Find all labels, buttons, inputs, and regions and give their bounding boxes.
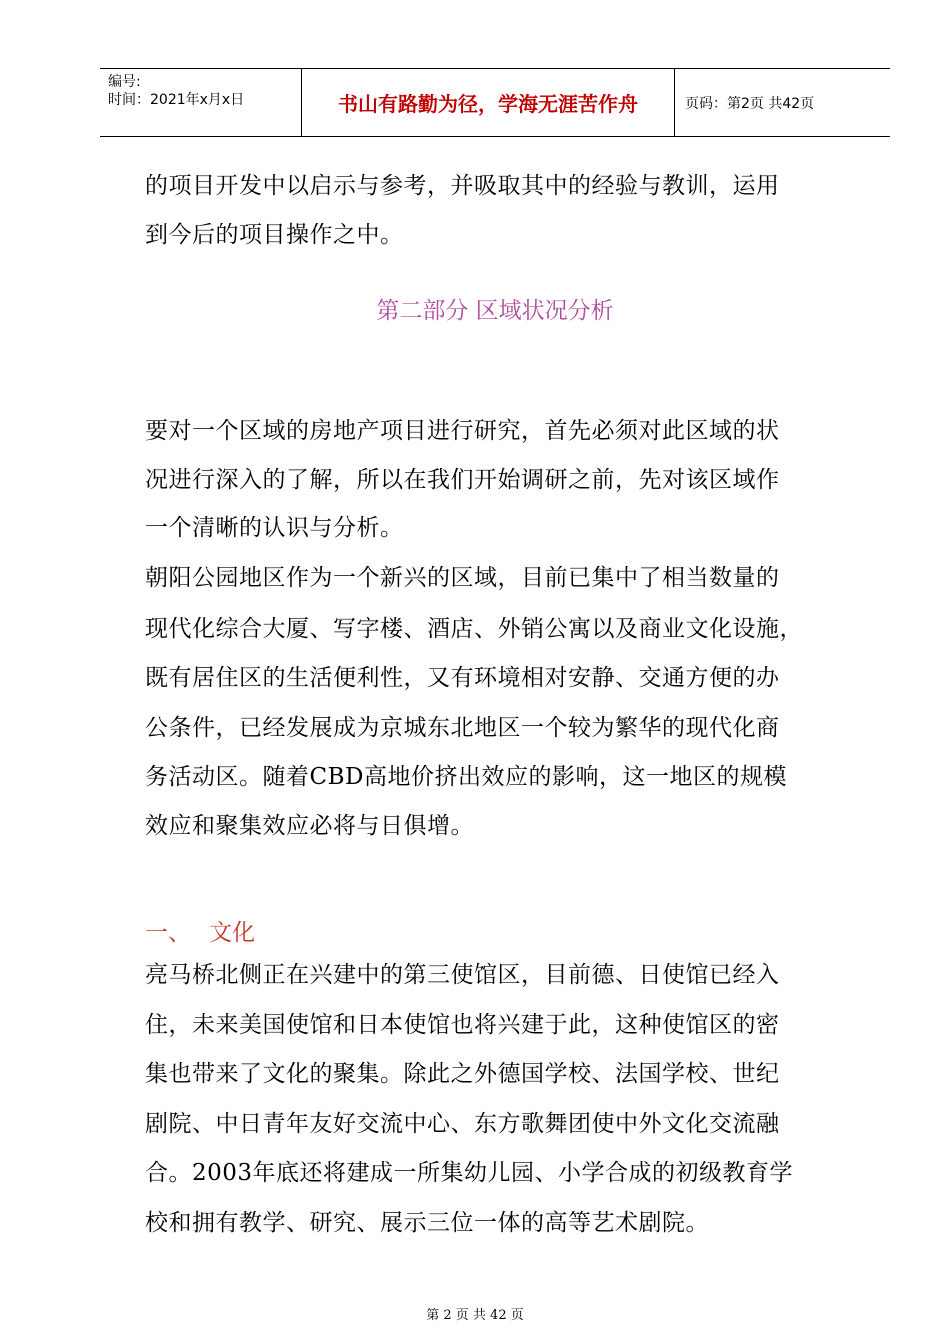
body-line: 既有居住区的生活便利性，又有环境相对安静、交通方便的办 bbox=[145, 665, 780, 691]
body-line: 要对一个区域的房地产项目进行研究，首先必须对此区域的状 bbox=[145, 418, 780, 444]
page-footer: 第 2 页 共 42 页 bbox=[426, 1308, 524, 1323]
header-motto-cell bbox=[302, 69, 675, 136]
body-line: 的项目开发中以启示与参考，并吸取其中的经验与教训，运用 bbox=[145, 173, 780, 199]
section-heading bbox=[145, 914, 255, 947]
section-heading-text: 文化 bbox=[209, 920, 255, 946]
body-line: 剧院、中日青年友好交流中心、东方歌舞团使中外文化交流融 bbox=[145, 1111, 780, 1137]
section-heading-number: 一、 bbox=[145, 920, 191, 946]
section-title: 第二部分 区域状况分析 bbox=[376, 298, 614, 324]
header-meta-cell bbox=[100, 69, 302, 136]
body-line: 校和拥有教学、研究、展示三位一体的高等艺术剧院。 bbox=[145, 1210, 709, 1236]
body-line: 亮马桥北侧正在兴建中的第三使馆区，目前德、日使馆已经入 bbox=[145, 962, 780, 988]
header-motto: 书山有路勤为径，学海无涯苦作舟 bbox=[338, 92, 638, 116]
body-line: 公条件，已经发展成为京城东北地区一个较为繁华的现代化商 bbox=[145, 715, 780, 741]
body-line: 现代化综合大厦、写字楼、酒店、外销公寓以及商业文化设施， bbox=[145, 616, 803, 642]
body-line: 况进行深入的了解，所以在我们开始调研之前，先对该区域作 bbox=[145, 467, 780, 493]
body-line: 效应和聚集效应必将与日俱增。 bbox=[145, 813, 474, 839]
body-line: 朝阳公园地区作为一个新兴的区域，目前已集中了相当数量的 bbox=[145, 565, 780, 591]
header-page-cell bbox=[675, 69, 890, 136]
body-line: 到今后的项目操作之中。 bbox=[145, 222, 404, 248]
body-line: 合。2003年底还将建成一所集幼儿园、小学合成的初级教育学 bbox=[145, 1160, 794, 1186]
body-line: 一个清晰的认识与分析。 bbox=[145, 515, 404, 541]
page-header bbox=[100, 68, 890, 137]
body-line: 集也带来了文化的聚集。除此之外德国学校、法国学校、世纪 bbox=[145, 1061, 780, 1087]
body-line: 住，未来美国使馆和日本使馆也将兴建于此，这种使馆区的密 bbox=[145, 1012, 780, 1038]
document-number-label: 编号: bbox=[108, 74, 141, 90]
body-line: 务活动区。随着CBD高地价挤出效应的影响，这一地区的规模 bbox=[145, 764, 787, 790]
header-page-info: 页码：第2页 共42页 bbox=[685, 96, 815, 112]
document-date: 时间：2021年x月x日 bbox=[108, 92, 245, 108]
